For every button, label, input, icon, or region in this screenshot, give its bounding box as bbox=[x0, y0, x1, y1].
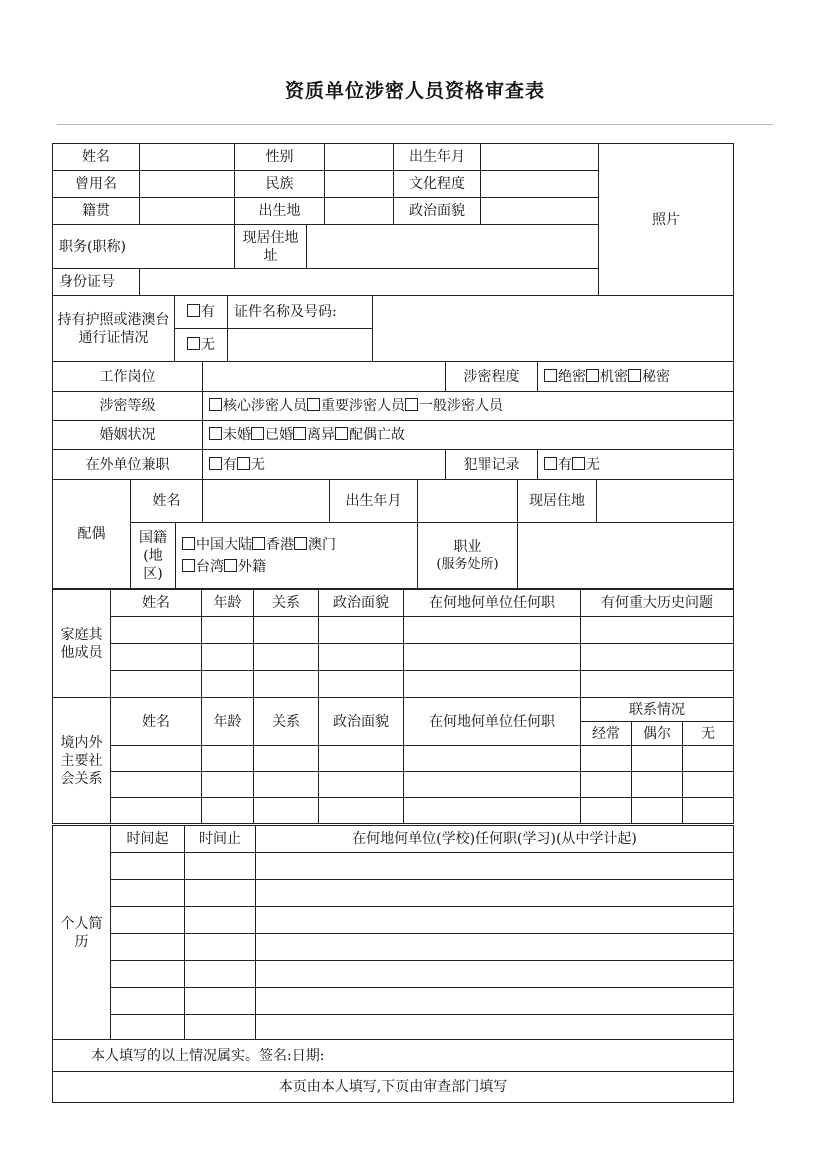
checkbox-icon[interactable] bbox=[572, 457, 585, 470]
degree-option: 绝密 bbox=[558, 368, 586, 385]
family-label: 家庭其他成员 bbox=[53, 590, 111, 698]
nationality-options bbox=[176, 523, 418, 589]
family-header: 年龄 bbox=[202, 590, 254, 617]
passport-no-option[interactable] bbox=[175, 329, 228, 362]
political-field[interactable] bbox=[481, 198, 599, 225]
checkbox-icon[interactable] bbox=[544, 457, 557, 470]
crime-label: 犯罪记录 bbox=[446, 450, 538, 480]
crime-yes: 有 bbox=[558, 456, 572, 473]
job-info-table bbox=[52, 361, 734, 480]
parttime-label: 在外单位兼职 bbox=[53, 450, 203, 480]
name-label: 姓名 bbox=[53, 144, 140, 171]
table-row bbox=[53, 934, 734, 961]
family-header: 有何重大历史问题 bbox=[581, 590, 734, 617]
photo-box[interactable]: 照片 bbox=[599, 144, 734, 296]
social-header: 政治面貌 bbox=[319, 698, 404, 746]
level-option: 一般涉密人员 bbox=[419, 398, 503, 414]
checkbox-icon[interactable] bbox=[224, 559, 237, 572]
marriage-options bbox=[203, 421, 734, 450]
degree-option: 机密 bbox=[600, 368, 628, 385]
occupation-text: 职业 bbox=[453, 538, 482, 555]
checkbox-icon[interactable] bbox=[544, 369, 557, 382]
table-row bbox=[53, 988, 734, 1015]
contact-option: 无 bbox=[683, 722, 734, 746]
former-name-label: 曾用名 bbox=[53, 171, 140, 198]
education-field[interactable] bbox=[481, 171, 599, 198]
basic-info-table bbox=[52, 143, 734, 296]
table-row bbox=[53, 798, 734, 824]
secret-degree-label: 涉密程度 bbox=[446, 362, 538, 392]
native-place-field[interactable] bbox=[140, 198, 235, 225]
spouse-label: 配偶 bbox=[53, 480, 131, 589]
checkbox-icon[interactable] bbox=[294, 537, 307, 550]
resume-header: 在何地何单位(学校)任何职(学习)(从中学计起) bbox=[256, 826, 734, 853]
ethnicity-label: 民族 bbox=[235, 171, 325, 198]
parttime-no: 无 bbox=[251, 456, 265, 473]
page-note: 本页由本人填写,下页由审查部门填写 bbox=[53, 1072, 734, 1103]
table-row bbox=[53, 853, 734, 880]
passport-table bbox=[52, 295, 734, 362]
birth-label: 出生年月 bbox=[394, 144, 481, 171]
birthplace-label: 出生地 bbox=[235, 198, 325, 225]
family-header: 在何地何单位任何职 bbox=[404, 590, 581, 617]
checkbox-icon[interactable] bbox=[182, 559, 195, 572]
id-field[interactable] bbox=[140, 269, 599, 296]
cert-field-lower[interactable] bbox=[228, 329, 373, 362]
checkbox-icon[interactable] bbox=[187, 304, 200, 317]
resume-header: 时间止 bbox=[185, 826, 256, 853]
passport-no-text: 无 bbox=[201, 337, 215, 353]
marriage-option: 未婚 bbox=[223, 427, 251, 443]
position-label: 职务(职称) bbox=[53, 225, 235, 269]
checkbox-icon[interactable] bbox=[628, 369, 641, 382]
social-header: 姓名 bbox=[111, 698, 202, 746]
social-table bbox=[52, 697, 734, 824]
workplace-text: (服务处所) bbox=[436, 556, 499, 572]
checkbox-icon[interactable] bbox=[182, 537, 195, 550]
checkbox-icon[interactable] bbox=[251, 427, 264, 440]
checkbox-icon[interactable] bbox=[405, 398, 418, 411]
social-header: 关系 bbox=[254, 698, 319, 746]
contact-option: 经常 bbox=[581, 722, 632, 746]
level-label: 涉密等级 bbox=[53, 392, 203, 421]
id-label: 身份证号 bbox=[53, 269, 140, 296]
passport-label: 持有护照或港澳台通行证情况 bbox=[53, 296, 175, 362]
declaration-text: 本人填写的以上情况属实。签名:日期: bbox=[53, 1040, 734, 1072]
name-field[interactable] bbox=[140, 144, 235, 171]
footer-table bbox=[52, 1039, 734, 1103]
marriage-option: 配偶亡故 bbox=[349, 427, 405, 443]
table-row bbox=[53, 772, 734, 798]
checkbox-icon[interactable] bbox=[307, 398, 320, 411]
family-header: 姓名 bbox=[111, 590, 202, 617]
gender-field[interactable] bbox=[325, 144, 394, 171]
family-table bbox=[52, 589, 734, 698]
table-row bbox=[53, 671, 734, 698]
parttime-yes: 有 bbox=[223, 456, 237, 473]
resume-table bbox=[52, 825, 734, 1040]
marriage-label: 婚姻状况 bbox=[53, 421, 203, 450]
secret-degree-options bbox=[538, 362, 734, 392]
contact-option: 偶尔 bbox=[632, 722, 683, 746]
nat-option: 中国大陆 bbox=[196, 536, 252, 553]
checkbox-icon[interactable] bbox=[209, 427, 222, 440]
cert-field[interactable] bbox=[373, 296, 734, 362]
contact-header: 联系情况 bbox=[581, 698, 734, 722]
marriage-option: 已婚 bbox=[265, 427, 293, 443]
cert-label: 证件名称及号码: bbox=[228, 296, 373, 329]
form-title: 资质单位涉密人员资格审查表 bbox=[284, 80, 545, 102]
native-place-label: 籍贯 bbox=[53, 198, 140, 225]
nationality-label: 国籍(地区) bbox=[131, 523, 176, 589]
spouse-table bbox=[52, 479, 734, 589]
occupation-label bbox=[418, 523, 518, 589]
checkbox-icon[interactable] bbox=[252, 537, 265, 550]
spouse-name-label: 姓名 bbox=[131, 480, 203, 523]
nat-option: 澳门 bbox=[308, 536, 336, 553]
crime-no: 无 bbox=[586, 456, 600, 473]
resume-label: 个人简历 bbox=[53, 826, 111, 1040]
nat-option: 台湾 bbox=[196, 558, 224, 575]
gender-label: 性别 bbox=[235, 144, 325, 171]
education-label: 文化程度 bbox=[394, 171, 481, 198]
social-label: 境内外主要社会关系 bbox=[53, 698, 111, 824]
level-option: 核心涉密人员 bbox=[223, 398, 307, 414]
table-row bbox=[53, 961, 734, 988]
table-row bbox=[53, 746, 734, 772]
spouse-birth-label: 出生年月 bbox=[330, 480, 418, 523]
checkbox-icon[interactable] bbox=[187, 337, 200, 350]
address-field[interactable] bbox=[307, 225, 599, 269]
family-header: 关系 bbox=[254, 590, 319, 617]
post-label: 工作岗位 bbox=[53, 362, 203, 392]
table-row bbox=[53, 644, 734, 671]
degree-option: 秘密 bbox=[642, 368, 670, 385]
table-row bbox=[53, 617, 734, 644]
ethnicity-field[interactable] bbox=[325, 171, 394, 198]
checkbox-icon[interactable] bbox=[335, 427, 348, 440]
post-field[interactable] bbox=[203, 362, 446, 392]
spouse-address-label: 现居住地 bbox=[518, 480, 597, 523]
crime-options bbox=[538, 450, 734, 480]
checkbox-icon[interactable] bbox=[237, 457, 250, 470]
spouse-address-field[interactable] bbox=[597, 480, 734, 523]
nat-option: 外籍 bbox=[238, 558, 266, 575]
checkbox-icon[interactable] bbox=[586, 369, 599, 382]
political-label: 政治面貌 bbox=[394, 198, 481, 225]
occupation-field[interactable] bbox=[518, 523, 734, 589]
passport-yes-option[interactable] bbox=[175, 296, 228, 329]
social-header: 年龄 bbox=[202, 698, 254, 746]
former-name-field[interactable] bbox=[140, 171, 235, 198]
birthplace-field[interactable] bbox=[325, 198, 394, 225]
table-row bbox=[53, 880, 734, 907]
marriage-option: 离异 bbox=[307, 427, 335, 443]
table-row bbox=[53, 907, 734, 934]
address-label: 现居住地址 bbox=[235, 225, 307, 269]
title-divider bbox=[57, 124, 773, 125]
birth-field[interactable] bbox=[481, 144, 599, 171]
checkbox-icon[interactable] bbox=[209, 457, 222, 470]
spouse-name-field[interactable] bbox=[203, 480, 330, 523]
level-option: 重要涉密人员 bbox=[321, 398, 405, 414]
social-header: 在何地何单位任何职 bbox=[404, 698, 581, 746]
level-options bbox=[203, 392, 734, 421]
checkbox-icon[interactable] bbox=[293, 427, 306, 440]
spouse-birth-field[interactable] bbox=[418, 480, 518, 523]
table-row bbox=[53, 1015, 734, 1040]
resume-header: 时间起 bbox=[111, 826, 185, 853]
nat-option: 香港 bbox=[266, 536, 294, 553]
parttime-options bbox=[203, 450, 446, 480]
checkbox-icon[interactable] bbox=[209, 398, 222, 411]
family-header: 政治面貌 bbox=[319, 590, 404, 617]
passport-yes-text: 有 bbox=[201, 304, 215, 320]
